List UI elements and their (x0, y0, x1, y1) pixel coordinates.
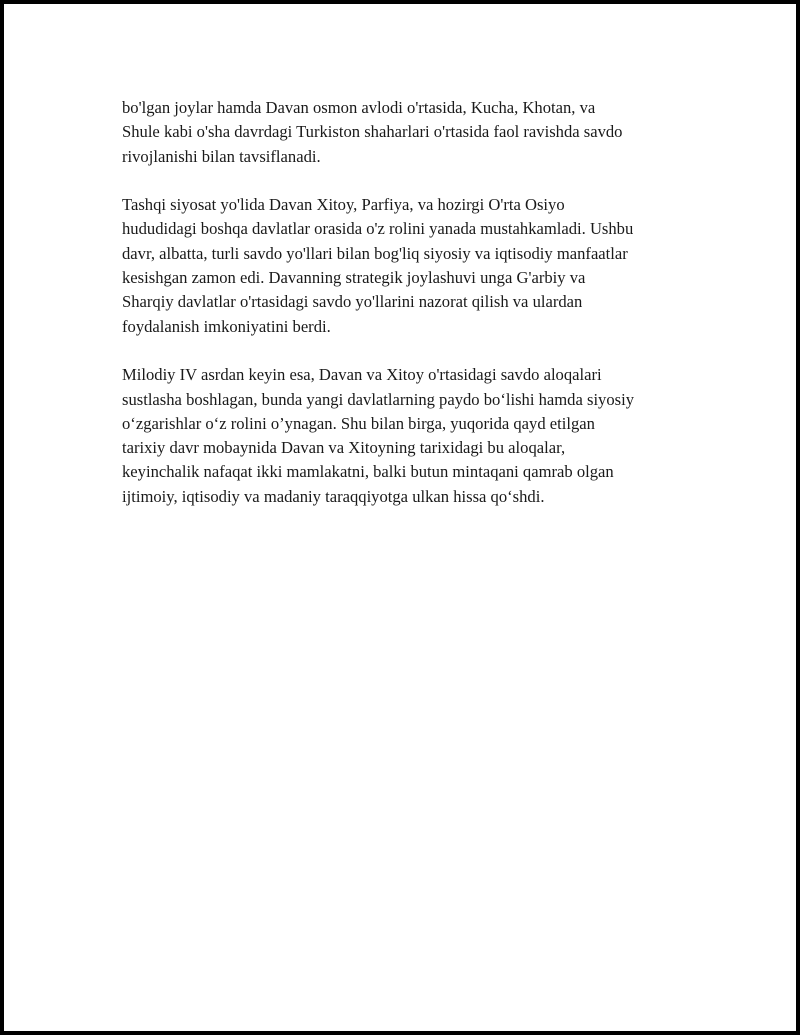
paragraph-2 (122, 193, 702, 339)
text-line: Tashqi siyosat yo'lida Davan Xitoy, Parfiya, va hozirgi O'rta Osiyo (122, 195, 565, 215)
paragraph-3 (122, 363, 702, 509)
text-line: hududidagi boshqa davlatlar orasida o'z rolini yanada mustahkamladi. Ushbu (122, 219, 634, 239)
document-body (122, 96, 702, 533)
text-line: bo'lgan joylar hamda Davan osmon avlodi o'rtasida, Kucha, Khotan, va (122, 98, 596, 117)
text-line: tarixiy davr mobaynida Davan va Xitoyning tarixidagi bu aloqalar, (122, 438, 566, 458)
text-line: davr, albatta, turli savdo yo'llari bilan bog'liq siyosiy va iqtisodiy manfaatlar (122, 243, 628, 263)
text-line: kesishgan zamon edi. Davanning strategik joylashuvi unga G'arbiy va (122, 268, 586, 288)
paragraph-1 (122, 96, 702, 169)
text-line: o‘zgarishlar o‘z rolini o’ynagan. Shu bilan birga, yuqorida qayd etilgan (122, 413, 595, 433)
text-line: foydalanish imkoniyatini berdi. (122, 316, 331, 336)
text-line: ijtimoiy, iqtisodiy va madaniy taraqqiyotga ulkan hissa qo‘shdi. (122, 486, 545, 506)
text-line: keyinchalik nafaqat ikki mamlakatni, balki butun mintaqani qamrab olgan (122, 462, 614, 482)
text-line: Sharqiy davlatlar o'rtasidagi savdo yo'llarini nazorat qilish va ulardan (122, 292, 583, 312)
text-line: rivojlanishi bilan tavsiflanadi. (122, 146, 321, 166)
text-line: Shule kabi o'sha davrdagi Turkiston shaharlari o'rtasida faol ravishda savdo (122, 122, 623, 142)
text-line: Milodiy IV asrdan keyin esa, Davan va Xitoy o'rtasidagi savdo aloqalari (122, 365, 602, 385)
text-line: sustlasha boshlagan, bunda yangi davlatlarning paydo bo‘lishi hamda siyosiy (122, 389, 635, 409)
